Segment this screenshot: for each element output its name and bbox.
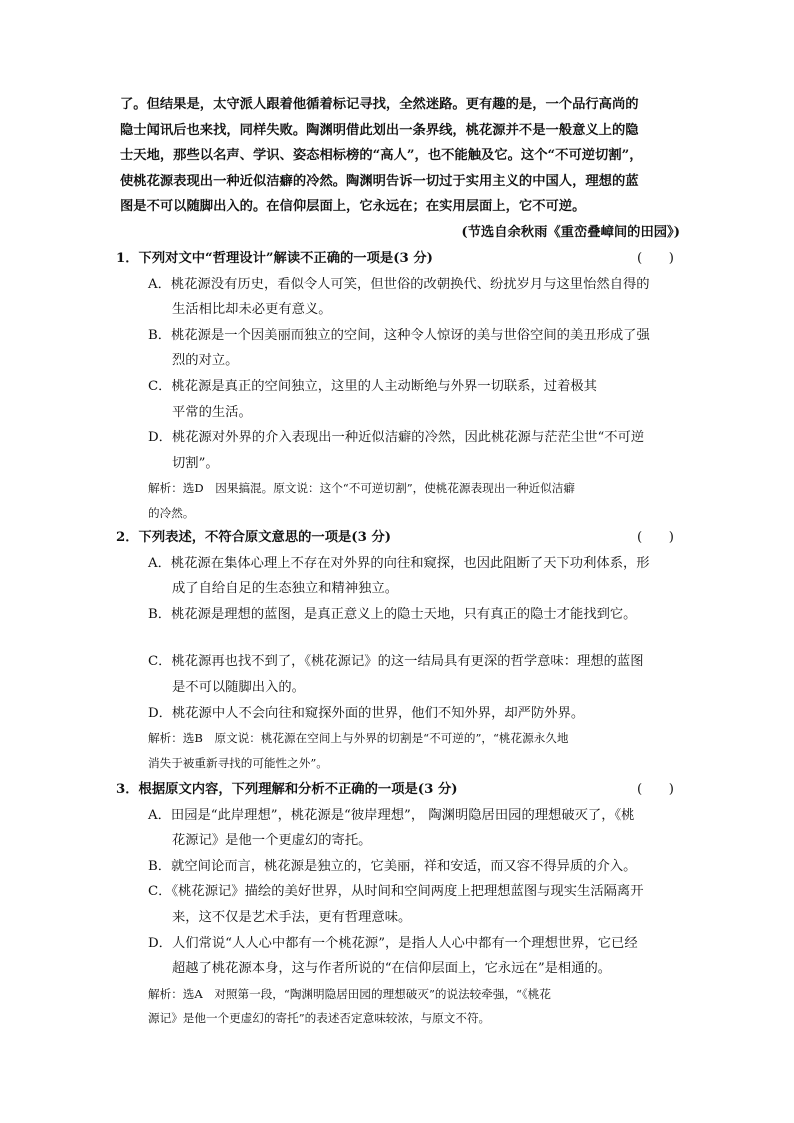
passage <box>120 92 680 246</box>
option-text: C．桃花源是真正的空间独立，这里的人主动断绝与外界一切联系，过着极其 <box>148 378 597 394</box>
option-text: B．桃花源是理想的蓝图，是真正意义上的隐士天地，只有真正的隐士才能找到它。 <box>148 606 637 622</box>
option-text: 是不可以随脚出入的。 <box>172 679 305 695</box>
passage-line: 了。但结果是，太守派人跟着他循着标记寻找，全然迷路。更有趣的是，一个品行高尚的 <box>120 97 639 112</box>
analysis <box>116 476 674 525</box>
option-d <box>116 931 674 982</box>
option-text: D．人们常说“人人心中都有一个桃花源”，是指人人心中都有一个理想世界，它已经 <box>148 935 638 951</box>
answer-blank: ( ) <box>637 251 674 266</box>
option-text: D．桃花源中人不会向往和窥探外面的世界，他们不知外界，却严防外界。 <box>148 705 585 721</box>
question-stem <box>116 246 674 272</box>
option-c <box>116 374 674 425</box>
option-text: D．桃花源对外界的介入表现出一种近似洁癖的冷然，因此桃花源与茫茫尘世“不可逆 <box>148 430 645 446</box>
option-text: 花源记》是他一个更虚幻的寄托。 <box>172 833 372 849</box>
question-stem-text: 2．下列表述，不符合原文意思的一项是(3 分) <box>116 530 392 545</box>
analysis-line: 解析：选A 对照第一段，“陶渊明隐居田园的理想破灭”的说法较牵强，“《桃花 <box>148 986 551 1001</box>
analysis-line: 解析：选B 原文说：桃花源在空间上与外界的切割是“不可逆的”，“桃花源永久地 <box>148 731 569 746</box>
question-1 <box>116 246 674 525</box>
passage-line: 使桃花源表现出一种近似洁癖的冷然。陶渊明告诉一切过于实用主义的中国人，理想的蓝 <box>120 173 639 189</box>
option-text: C．《桃花源记》描绘的美好世界，从时间和空间两度上把理想蓝图与现实生活隔离开 <box>148 884 644 900</box>
option-d <box>116 701 674 727</box>
passage-line: 图是不可以随脚出入的。在信仰层面上，它永远在；在实用层面上，它不可逆。 <box>120 199 586 215</box>
option-b <box>116 854 674 880</box>
option-text: B．桃花源是一个因美丽而独立的空间，这种令人惊讶的美与世俗空间的美丑形成了强 <box>148 327 650 343</box>
question-2 <box>116 525 674 775</box>
option-text: A．桃花源没有历史，看似令人可笑，但世俗的改朝换代、纷扰岁月与这里怡然自得的 <box>148 276 650 292</box>
question-stem <box>116 525 674 551</box>
analysis-line: 源记》是他一个更虚幻的寄托”的表述否定意味较浓，与原文不符。 <box>148 1011 491 1026</box>
option-a <box>116 551 674 602</box>
analysis <box>116 726 674 775</box>
option-text: 切割”。 <box>172 455 219 471</box>
analysis-line: 解析：选D 因果搞混。原文说：这个“不可逆切割”，使桃花源表现出一种近似洁癖 <box>148 481 575 496</box>
option-d <box>116 425 674 476</box>
question-stem <box>116 777 674 803</box>
analysis <box>116 982 674 1031</box>
option-a <box>116 272 674 323</box>
option-b <box>116 602 674 628</box>
option-text: B．就空间论而言，桃花源是独立的，它美丽，祥和安适，而又容不得异质的介入。 <box>148 858 637 874</box>
question-3 <box>116 777 674 1031</box>
option-c <box>116 879 674 930</box>
option-b <box>116 323 674 374</box>
option-text: 生活相比却未必更有意义。 <box>172 302 332 318</box>
answer-blank: ( ) <box>637 530 674 545</box>
question-stem-text: 1．下列对文中“哲理设计”解读不正确的一项是(3 分) <box>116 251 433 266</box>
answer-blank: ( ) <box>637 782 674 797</box>
option-text: 来，这不仅是艺术手法，更有哲理意味。 <box>172 909 412 925</box>
option-a <box>116 803 674 854</box>
option-text: 超越了桃花源本身，这与作者所说的“在信仰层面上，它永远在”是相通的。 <box>172 961 612 977</box>
passage-source: (节选自余秋雨《重峦叠嶂间的田园》) <box>461 224 680 240</box>
option-text: 成了自给自足的生态独立和精神独立。 <box>172 581 399 597</box>
passage-line: 隐士闻讯后也来找，同样失败。陶渊明借此划出一条界线，桃花源并不是一般意义上的隐 <box>120 122 639 138</box>
option-text: 平常的生活。 <box>172 404 252 420</box>
analysis-line: 消失于被重新寻找的可能性之外”。 <box>148 755 328 770</box>
option-text: C．桃花源再也找不到了，《桃花源记》的这一结局具有更深的哲学意味：理想的蓝图 <box>148 654 644 670</box>
option-text: A．桃花源在集体心理上不存在对外界的向往和窥探，也因此阻断了天下功利体系，形 <box>148 555 650 571</box>
option-text: 烈的对立。 <box>172 353 239 369</box>
analysis-line: 的冷然。 <box>148 505 195 520</box>
option-text: A．田园是“此岸理想”，桃花源是“彼岸理想”， 陶渊明隐居田园的理想破灭了，《桃 <box>148 807 635 823</box>
option-c <box>116 649 674 700</box>
question-stem-text: 3．根据原文内容，下列理解和分析不正确的一项是(3 分) <box>116 782 458 797</box>
passage-line: 士天地，那些以名声、学识、姿态相标榜的“高人”，也不能触及它。这个“不可逆切割”， <box>120 148 643 164</box>
